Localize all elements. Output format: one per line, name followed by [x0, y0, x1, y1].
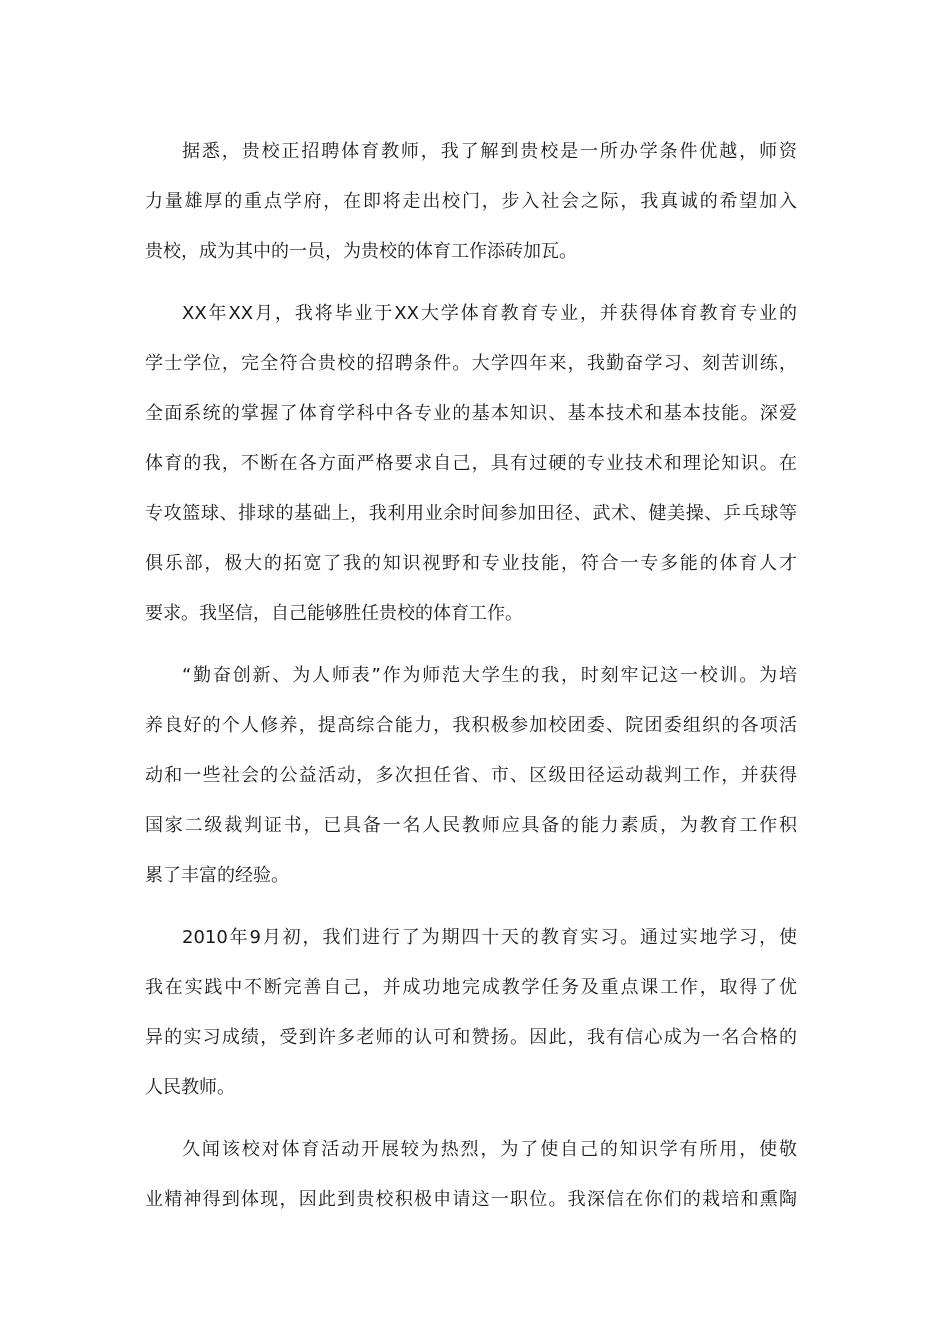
text-line: 俱乐部，极大的拓宽了我的知识视野和专业技能，符合一专多能的体育人才	[145, 553, 797, 574]
paragraph-4	[145, 921, 797, 1121]
text-line: 要求。我坚信，自己能够胜任贵校的体育工作。	[145, 603, 523, 624]
text-line: “勤奋创新、为人师表”作为师范大学生的我，时刻牢记这一校训。为培	[182, 665, 797, 686]
text-line: 国家二级裁判证书，已具备一名人民教师应具备的能力素质，为教育工作积	[145, 815, 797, 836]
text-line: XX年XX月，我将毕业于XX大学体育教育专业，并获得体育教育专业的	[182, 303, 797, 324]
text-line: 贵校，成为其中的一员，为贵校的体育工作添砖加瓦。	[145, 241, 577, 262]
paragraph-3	[145, 659, 797, 909]
text-line: 据悉，贵校正招聘体育教师，我了解到贵校是一所办学条件优越，师资	[182, 141, 797, 162]
text-line: 养良好的个人修养，提高综合能力，我积极参加校团委、院团委组织的各项活	[145, 715, 797, 736]
document-body	[145, 135, 797, 1245]
text-line: 我在实践中不断完善自己，并成功地完成教学任务及重点课工作，取得了优	[145, 977, 797, 998]
text-line: 体育的我，不断在各方面严格要求自己，具有过硬的专业技术和理论知识。在	[145, 453, 797, 474]
text-line: 专攻篮球、排球的基础上，我利用业余时间参加田径、武术、健美操、乒乓球等	[145, 503, 797, 524]
text-line: 累了丰富的经验。	[145, 865, 289, 886]
paragraph-1	[145, 135, 797, 285]
text-line: 2010年9月初，我们进行了为期四十天的教育实习。通过实地学习，使	[182, 927, 797, 948]
text-line: 久闻该校对体育活动开展较为热烈，为了使自己的知识学有所用，使敬	[182, 1139, 797, 1160]
paragraph-2	[145, 297, 797, 647]
text-line: 动和一些社会的公益活动，多次担任省、市、区级田径运动裁判工作，并获得	[145, 765, 797, 786]
text-line: 力量雄厚的重点学府，在即将走出校门，步入社会之际，我真诚的希望加入	[145, 191, 797, 212]
text-line: 异的实习成绩，受到许多老师的认可和赞扬。因此，我有信心成为一名合格的	[145, 1027, 797, 1048]
text-line: 学士学位，完全符合贵校的招聘条件。大学四年来，我勤奋学习、刻苦训练，	[145, 353, 797, 374]
text-line: 人民教师。	[145, 1077, 235, 1098]
text-line: 全面系统的掌握了体育学科中各专业的基本知识、基本技术和基本技能。深爱	[145, 403, 797, 424]
paragraph-5	[145, 1133, 797, 1233]
text-line: 业精神得到体现，因此到贵校积极申请这一职位。我深信在你们的栽培和熏陶	[145, 1189, 797, 1210]
